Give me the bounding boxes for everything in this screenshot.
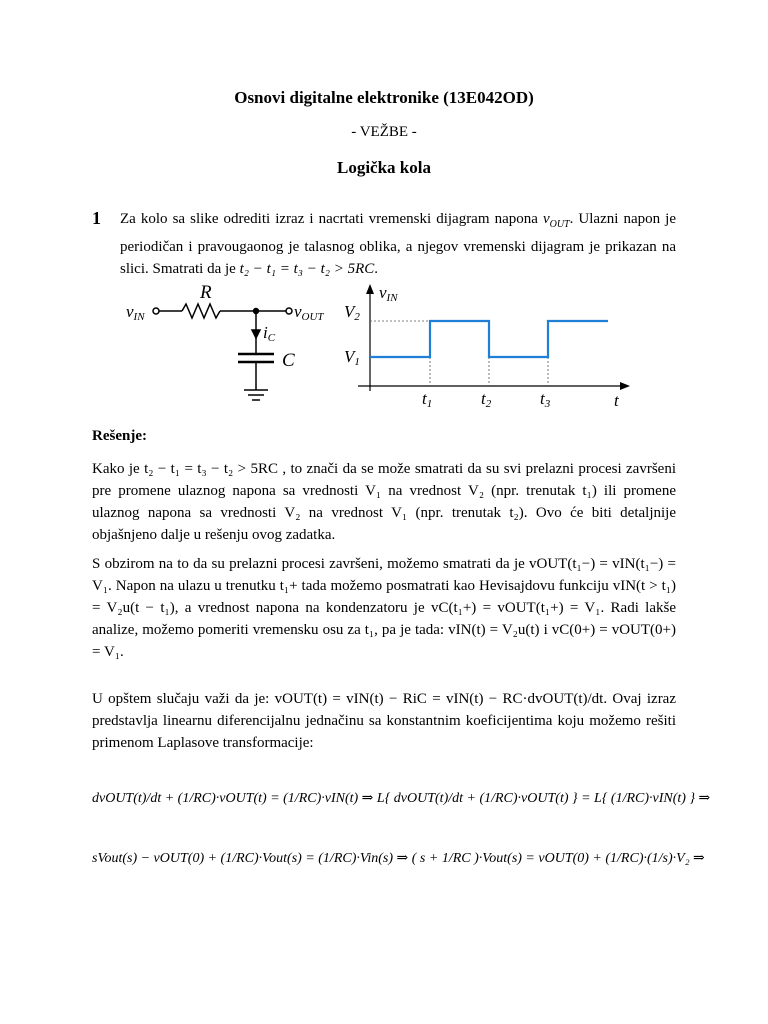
rc-circuit	[153, 304, 292, 400]
output-terminal	[286, 308, 292, 314]
course-title: Osnovi digitalne elektronike (13E042OD)	[234, 88, 534, 107]
label-t3: t3	[540, 389, 551, 410]
topic-heading: Logička kola	[337, 158, 431, 177]
equation-1: dvOUT(t)/dt + (1/RC)·vOUT(t) = (1/RC)·vIN(t) ⇒ L{ dvOUT(t)/dt + (1/RC)·vOUT(t) } = L{ (1/RC)·vIN(t) } ⇒	[92, 791, 711, 806]
input-signal	[370, 321, 608, 357]
equation-2: sVout(s) − vOUT(0) + (1/RC)·Vout(s) = (1/RC)·Vin(s) ⇒ ( s + 1/RC )·Vout(s) = vOUT(0) + (1/RC)·(1/s)·V₂ ⇒	[92, 851, 705, 866]
label-vin: vIN	[126, 302, 145, 323]
solution-paragraph-1: Kako je t₂ − t₁ = t₃ − t₂ > 5RC , to znači da se može smatrati da su svi prelazni procesi završeni pre promene ulaznog napona sa vrednosti V₁ na vrednost V₂ (npr. trenutak t₁) ili promene ulaznog napona sa vrednosti V₂ na vrednost V₁ (npr. trenutak t₂). Ovo će biti detaljnije objašnjeno dalje u rešenju ovog zadatka.	[92, 461, 676, 543]
problem-number: 1	[92, 208, 101, 228]
input-terminal	[153, 308, 159, 314]
problem-text-b: . Ulazni napon je periodičan i pravougaonog je talasnog oblika, a njegov vremenski dijagram je prikazan na slici. Smatrati da je	[120, 211, 676, 277]
current-arrow	[252, 330, 260, 338]
label-c: C	[282, 350, 295, 371]
problem-condition: t₂ − t₁ = t₃ − t₂ > 5RC	[239, 261, 375, 277]
problem-text-a: Za kolo sa slike odrediti izraz i nacrtati vremenski dijagram napona	[120, 211, 543, 227]
label-v1: V1	[344, 347, 360, 368]
label-r: R	[200, 282, 212, 303]
axis-label-vin: vIN	[379, 283, 398, 304]
waveform-plot	[344, 283, 630, 410]
label-ic: iC	[263, 323, 276, 344]
solution-paragraph-2: S obzirom na to da su prelazni procesi završeni, možemo smatrati da je vOUT(t₁−) = vIN(t₁−) = V₁. Napon na ulazu u trenutku t₁+ tada možemo posmatrati kao Hevisajdovu funkciju vIN(t > t₁) = V₂u(t − t₁), a vrednost napona na kondenzatoru je vC(t₁+) = vOUT(t₁+) = V₁. Radi lakše analize, možemo pomeriti vremensku osu za t₁, pa je tada: vIN(t) = V₂u(t) i vC(0+) = vOUT(0+) = V₁.	[92, 556, 676, 660]
solution-paragraph-3: U opštem slučaju važi da je: vOUT(t) = vIN(t) − RiC = vIN(t) − RC·dvOUT(t)/dt. Ovaj izraz predstavlja linearnu diferencijalnu jednačinu sa konstantnim koeficijentima koju možemo rešiti primenom Laplasove transformacije:	[92, 691, 676, 751]
label-vout: vOUT	[294, 302, 324, 323]
label-t2: t2	[481, 389, 492, 410]
label-t: t	[614, 391, 619, 410]
label-t1: t1	[422, 389, 433, 410]
circuit-and-waveform-figure	[100, 280, 660, 420]
problem-statement: Za kolo sa slike odrediti izraz i nacrtati vremenski dijagram napona $v_{OUT}$. Ulazni napon je periodičan i pravougaonog je talasnog oblika, a njegov vremenski dijagram je prikazan na slici. Smatrati da je t₂ − t₁ = t₃ − t₂ > 5RC.	[120, 211, 676, 277]
label-v2: V2	[344, 302, 360, 323]
exercise-subtitle: - VEŽBE -	[351, 124, 417, 140]
solution-heading: Rešenje:	[92, 428, 147, 444]
resistor-symbol	[182, 304, 220, 318]
